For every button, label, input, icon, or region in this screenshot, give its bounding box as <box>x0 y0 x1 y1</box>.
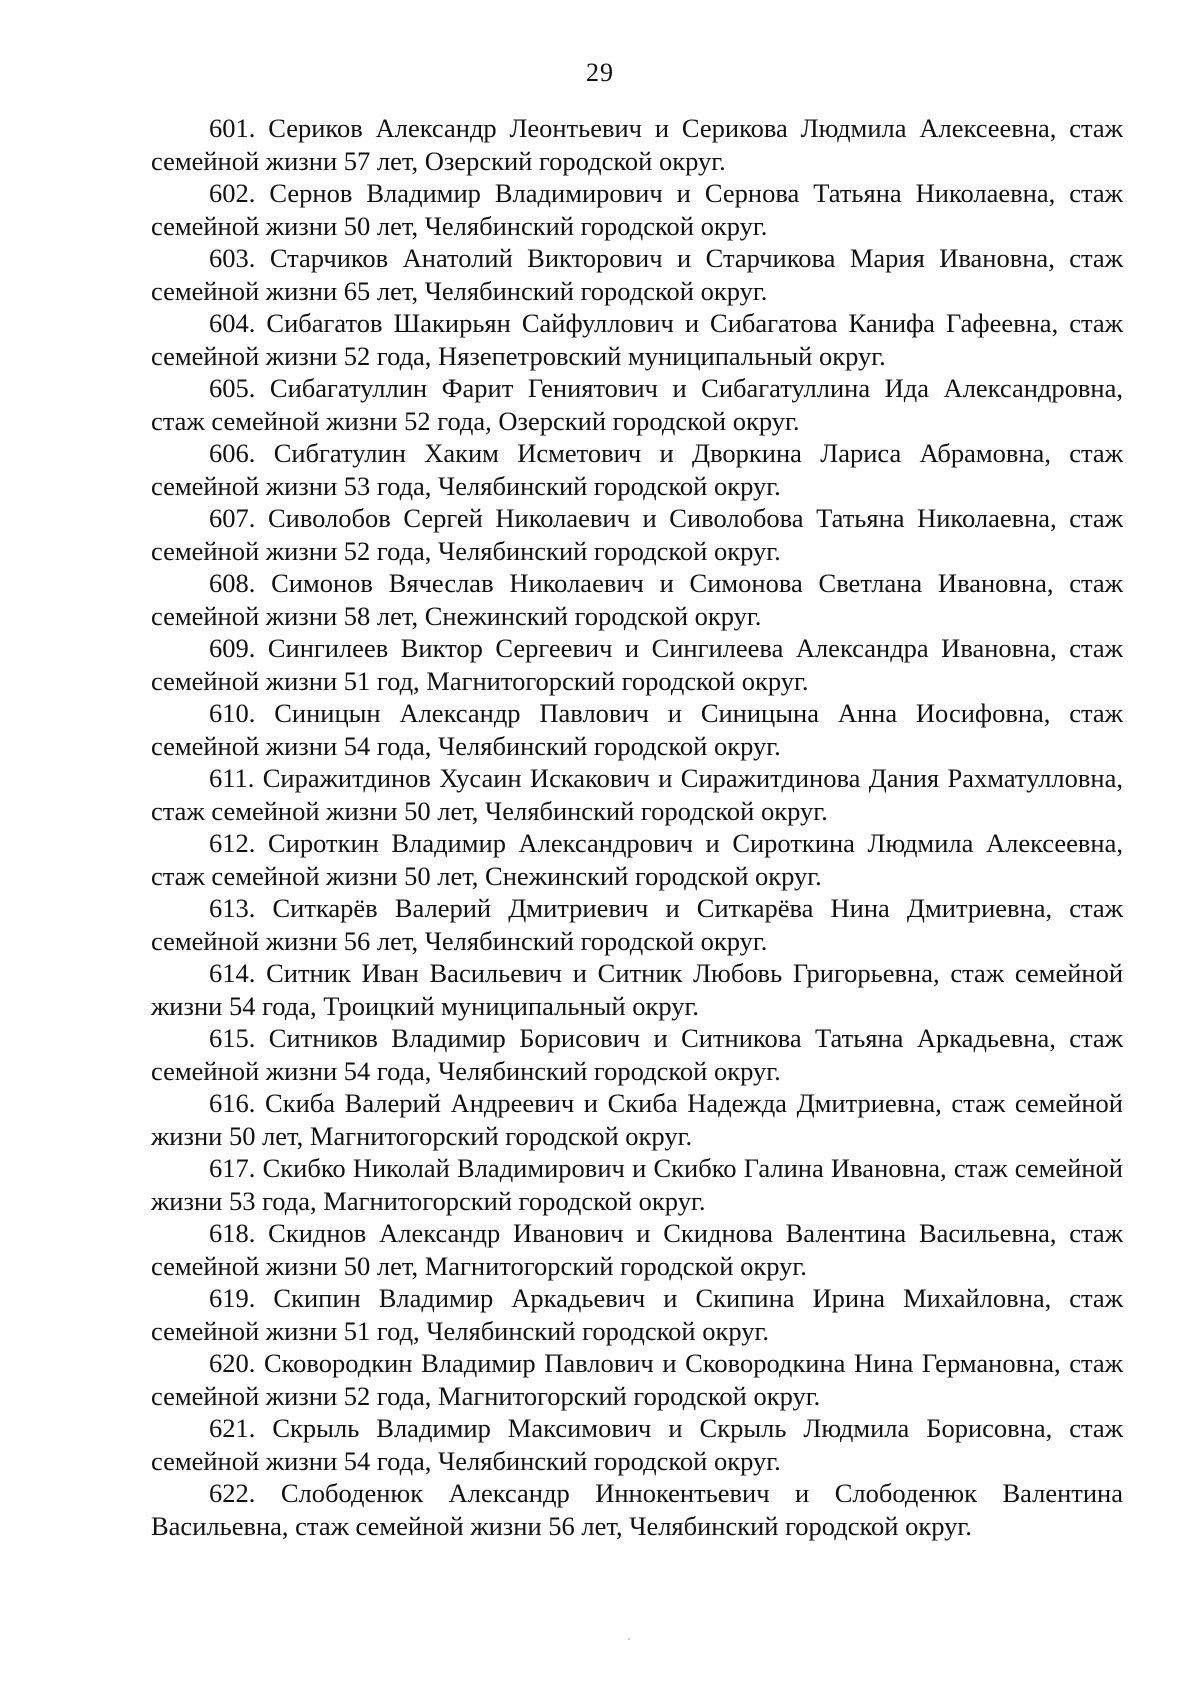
list-item: 621. Скрыль Владимир Максимович и Скрыль Людмила Борисовна, стаж семейной жизни 54 года, Челябинский городской округ. <box>151 1413 1123 1476</box>
list-item: 603. Старчиков Анатолий Викторович и Старчикова Мария Ивановна, стаж семейной жизни 65 лет, Челябинский городской округ. <box>151 243 1123 306</box>
list-item: 606. Сибгатулин Хаким Исметович и Дворкина Лариса Абрамовна, стаж семейной жизни 53 года, Челябинский городской округ. <box>151 438 1123 501</box>
list-item: 615. Ситников Владимир Борисович и Ситникова Татьяна Аркадьевна, стаж семейной жизни 54 года, Челябинский городской округ. <box>151 1023 1123 1086</box>
list-item: 604. Сибагатов Шакирьян Сайфуллович и Сибагатова Канифа Гафеевна, стаж семейной жизни 52 года, Нязепетровский муниципальный округ. <box>151 308 1123 371</box>
list-item: 602. Сернов Владимир Владимирович и Сернова Татьяна Николаевна, стаж семейной жизни 50 лет, Челябинский городской округ. <box>151 178 1123 241</box>
list-item: 619. Скипин Владимир Аркадьевич и Скипина Ирина Михайловна, стаж семейной жизни 51 год, Челябинский городской округ. <box>151 1283 1123 1346</box>
page-number: 29 <box>586 58 614 87</box>
list-item: 611. Сиражитдинов Хусаин Искакович и Сиражитдинова Дания Рахматулловна, стаж семейной жизни 50 лет, Челябинский городской округ. <box>151 763 1123 826</box>
list-item: 601. Сериков Александр Леонтьевич и Серикова Людмила Алексеевна, стаж семейной жизни 57 лет, Озерский городской округ. <box>151 113 1123 176</box>
list-item: 612. Сироткин Владимир Александрович и Сироткина Людмила Алексеевна, стаж семейной жизни 50 лет, Снежинский городской округ. <box>151 828 1123 891</box>
list-item: 608. Симонов Вячеслав Николаевич и Симонова Светлана Ивановна, стаж семейной жизни 58 лет, Снежинский городской округ. <box>151 568 1123 631</box>
list-item: 613. Ситкарёв Валерий Дмитриевич и Ситкарёва Нина Дмитриевна, стаж семейной жизни 56 лет, Челябинский городской округ. <box>151 893 1123 956</box>
scan-artifact <box>628 1638 630 1640</box>
list-item: 609. Сингилеев Виктор Сергеевич и Сингилеева Александра Ивановна, стаж семейной жизни 51 год, Магнитогорский городской округ. <box>151 633 1123 696</box>
list-item: 618. Скиднов Александр Иванович и Скиднова Валентина Васильевна, стаж семейной жизни 50 лет, Магнитогорский городской округ. <box>151 1218 1123 1281</box>
list-item: 607. Сиволобов Сергей Николаевич и Сиволобова Татьяна Николаевна, стаж семейной жизни 52 года, Челябинский городской округ. <box>151 503 1123 566</box>
list-item: 617. Скибко Николай Владимирович и Скибко Галина Ивановна, стаж семейной жизни 53 года, Магнитогорский городской округ. <box>151 1153 1123 1216</box>
list-item: 620. Сковородкин Владимир Павлович и Сковородкина Нина Германовна, стаж семейной жизни 52 года, Магнитогорский городской округ. <box>151 1348 1123 1411</box>
entries-list <box>151 112 1123 1542</box>
list-item: 610. Синицын Александр Павлович и Синицына Анна Иосифовна, стаж семейной жизни 54 года, Челябинский городской округ. <box>151 698 1123 761</box>
list-item: 622. Слободенюк Александр Иннокентьевич и Слободенюк Валентина Васильевна, стаж семейной жизни 56 лет, Челябинский городской округ. <box>151 1478 1123 1541</box>
list-item: 616. Скиба Валерий Андреевич и Скиба Надежда Дмитриевна, стаж семейной жизни 50 лет, Магнитогорский городской округ. <box>151 1088 1123 1151</box>
list-item: 614. Ситник Иван Васильевич и Ситник Любовь Григорьевна, стаж семейной жизни 54 года, Троицкий муниципальный округ. <box>151 958 1123 1021</box>
list-item: 605. Сибагатуллин Фарит Гениятович и Сибагатуллина Ида Александровна, стаж семейной жизни 52 года, Озерский городской округ. <box>151 373 1123 436</box>
